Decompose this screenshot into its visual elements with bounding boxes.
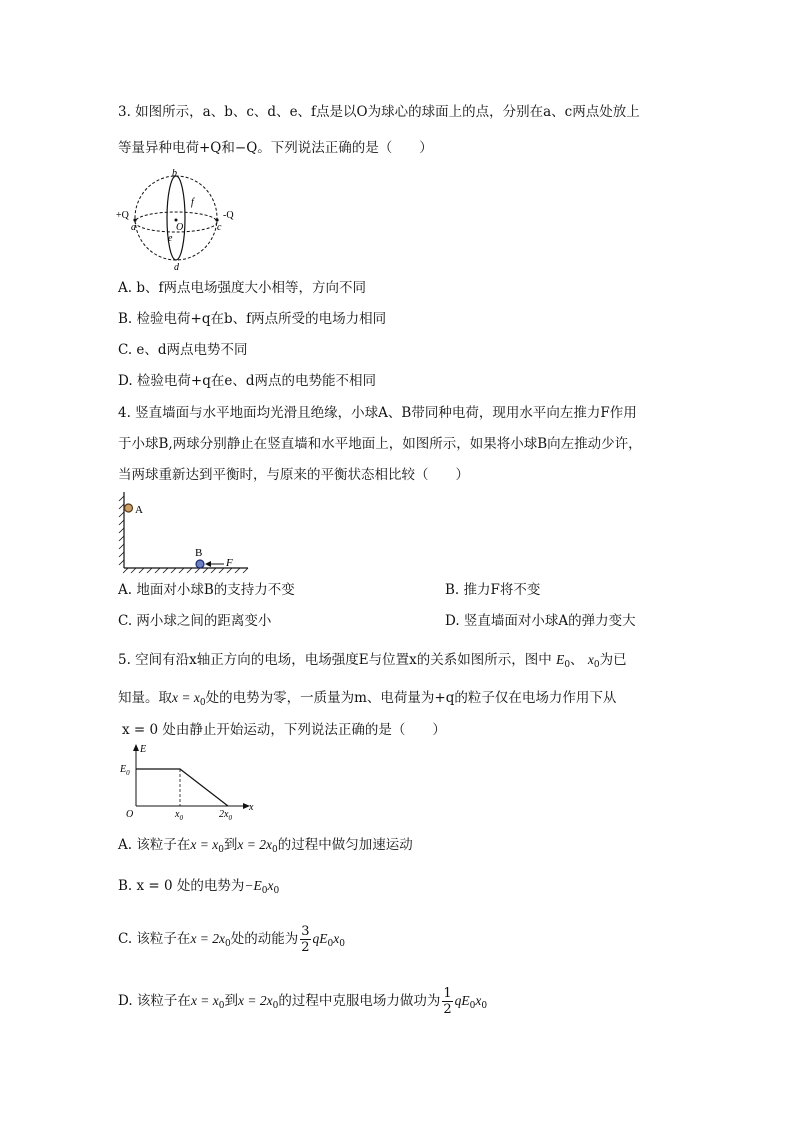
q3-stem-line1: 3. 如图所示，a、b、c、d、e、f点是以O为球心的球面上的点，分别在a、c两点处放上 [118,104,640,120]
symbol-e0: E [556,652,565,667]
q5-graph-figure [118,742,268,824]
label-o: O [176,222,184,233]
q4-option-c: C. 两小球之间的距离变小 [118,613,272,629]
label-f: f [191,197,194,208]
label-c: c [217,222,222,233]
q3-option-d: D. 检验电荷+q在e、d两点的电势能不相同 [118,373,377,389]
q4-stem-line3: 当两球重新达到平衡时，与原来的平衡状态相比较（ ） [118,467,469,483]
q3-option-a: A. b、f两点电场强度大小相等，方向不同 [118,280,366,296]
q5-option-b: B. x = 0 处的电势为$-E_0x_0$ [118,878,280,896]
q4-stem-line1: 4. 竖直墙面与水平地面均光滑且绝缘，小球A、B带同种电荷，现用水平向左推力F作用 [118,405,637,421]
q4-option-a: A. 地面对小球B的支持力不变 [118,582,295,598]
meridian-ellipse [167,176,185,260]
ball-b [196,560,204,568]
axis-label-e: E [140,744,147,755]
label-d: d [174,262,179,273]
q3-option-b: B. 检验电荷+q在b、f两点所受的电场力相同 [118,311,387,327]
q5-option-a: A. 该粒子在$x = x_0$到$x = 2x_0$的过程中做匀加速运动 [118,837,413,855]
q5-option-d: D. 该粒子在$x = x_0$到$x = 2x_0$的过程中克服电场力做功为 $\frac{1}{2}$ $qE_0x_0$ [118,986,488,1017]
q5-option-c: C. 该粒子在$x = 2x_0$处的动能为 $\frac{3}{2}$ $qE_0x_0$ [118,924,346,955]
q5-stem-line1: 5. 空间有沿x轴正方向的电场，电场强度E与位置x的关系如图所示，图中 $E_0$、 $x_0$为已 [118,652,627,670]
label-ball-b: B [195,547,203,559]
tick-label-x0: $x_0$ [175,809,183,822]
q3-stem-line2: 等量异种电荷+Q和−Q。下列说法正确的是（ ） [118,140,433,156]
q5-stem-line2: 知量。取$x = x_0$处的电势为零，一质量为m、电荷量为+q的粒子仅在电场力作用下从 [118,690,617,708]
q4-option-d: D. 竖直墙面对小球A的弹力变大 [445,613,636,629]
fraction-three-halves: $\frac{3}{2}$ [301,924,310,955]
ball-a [125,504,133,512]
origin-label: O [126,809,134,820]
label-b: b [172,168,177,179]
tick-label-2x0: $2x_0$ [219,809,232,822]
label-plus-q: +Q [116,210,129,221]
q4-option-b: B. 推力F将不变 [445,582,541,598]
fraction-one-half: $\frac{1}{2}$ [443,986,452,1017]
symbol-x0: x [587,652,594,667]
tick-label-e0: $E_0$ [120,764,130,777]
wall-hatching [119,496,124,565]
label-a: a [131,222,136,233]
label-force-f: F [226,557,233,569]
label-e: e [168,233,173,244]
q4-stem-line2: 于小球B,两球分别静止在竖直墙和水平地面上，如图所示，如果将小球B向左推动少许， [118,436,642,452]
q4-wall-figure [116,490,266,575]
q5-stem-line3: x = 0 处由静止开始运动，下列说法正确的是（ ） [122,722,446,738]
q3-sphere-figure [116,168,256,276]
e-field-line [136,769,228,806]
sphere-outline [135,176,217,260]
axis-label-x: x [249,802,254,813]
q5-stem-text: 5. 空间有沿x轴正方向的电场，电场强度E与位置x的关系如图所示，图中 [118,652,552,668]
label-ball-a: A [135,504,143,516]
q3-option-c: C. e、d两点电势不同 [118,342,248,358]
label-minus-q: -Q [223,210,234,221]
